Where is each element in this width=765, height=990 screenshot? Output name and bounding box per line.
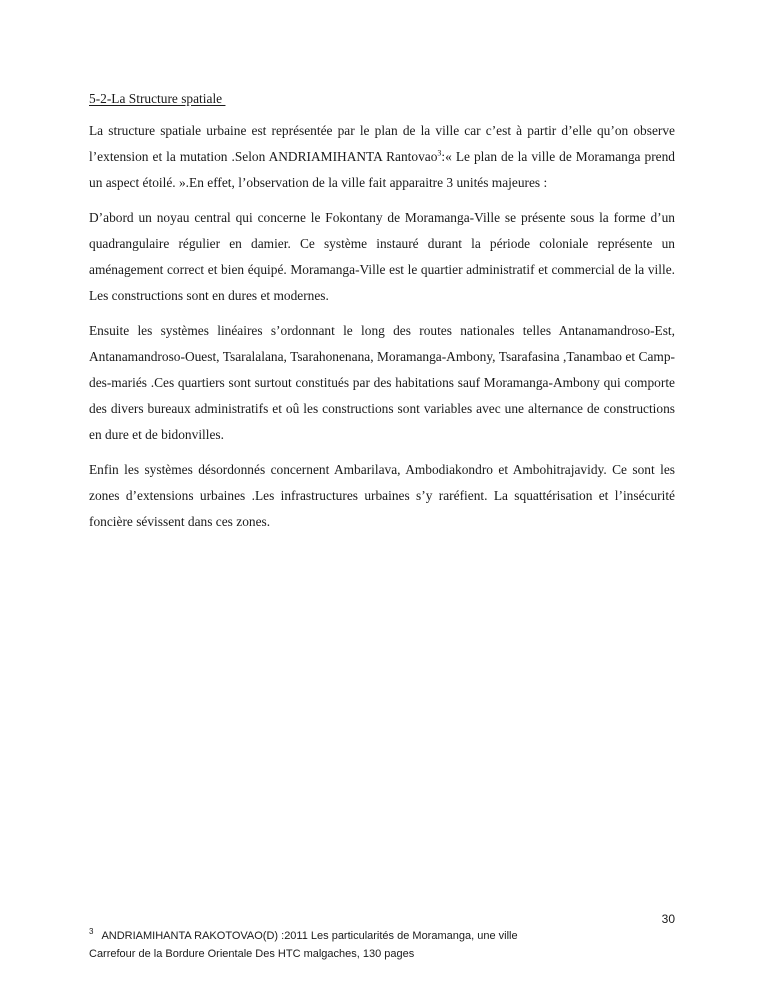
page-body — [89, 89, 675, 544]
footnote — [89, 927, 675, 963]
footnote-marker: 3 — [89, 927, 94, 937]
paragraph-linear-systems: Ensuite les systèmes linéaires s’ordonnant le long des routes nationales telles Antanamandroso-Est, Antanamandroso-Ouest, Tsaralalana, Tsarahonenana, Moramanga-Ambony, Tsarafasina ,Tanambao et Camp-des-mariés .Ces quartiers sont surtout constitués par des habitations sauf Moramanga-Ambony qui comporte des divers bureaux administratifs et oû les constructions sont variables avec une alternance de constructions en dure et de bidonvilles. — [89, 323, 675, 442]
paragraph-intro-text-before: La structure spatiale urbaine est représentée par le plan de la ville car c’est à partir d’elle qu’on observe l’extension et la mutation .Selon ANDRIAMIHANTA Rantovao — [89, 123, 675, 164]
paragraph-disordered-systems: Enfin les systèmes désordonnés concernent Ambarilava, Ambodiakondro et Ambohitrajavidy. Ce sont les zones d’extensions urbaines .Les infrastructures urbaines s’y raréfient. La squattérisation et l’insécurité foncière sévissent dans ces zones. — [89, 462, 675, 529]
paragraph-central-core: D’abord un noyau central qui concerne le Fokontany de Moramanga-Ville se présente sous la forme d’un quadrangulaire régulier en damier. Ce système instauré durant la période coloniale représente un aménagement correct et bien équipé. Moramanga-Ville est le quartier administratif et commercial de la ville. Les constructions sont en dures et modernes. — [89, 210, 675, 303]
footnote-reference[interactable]: 3 — [437, 148, 442, 158]
paragraph-intro — [89, 118, 675, 196]
footnote-line-2: Carrefour de la Bordure Orientale Des HTC malgaches, 130 pages — [89, 948, 415, 960]
paragraph-intro-text-after: :« Le plan de la ville de Moramanga prend un aspect étoilé. ».En effet, l’observation de la ville fait apparaitre 3 unités majeures : — [89, 149, 675, 190]
footnote-line-1 — [89, 927, 675, 945]
footnote-text-1: ANDRIAMIHANTA RAKOTOVAO(D) :2011 Les particularités de Moramanga, une ville — [101, 930, 518, 942]
page-number: 30 — [661, 912, 675, 926]
section-heading: 5-2-La Structure spatiale — [89, 91, 226, 106]
